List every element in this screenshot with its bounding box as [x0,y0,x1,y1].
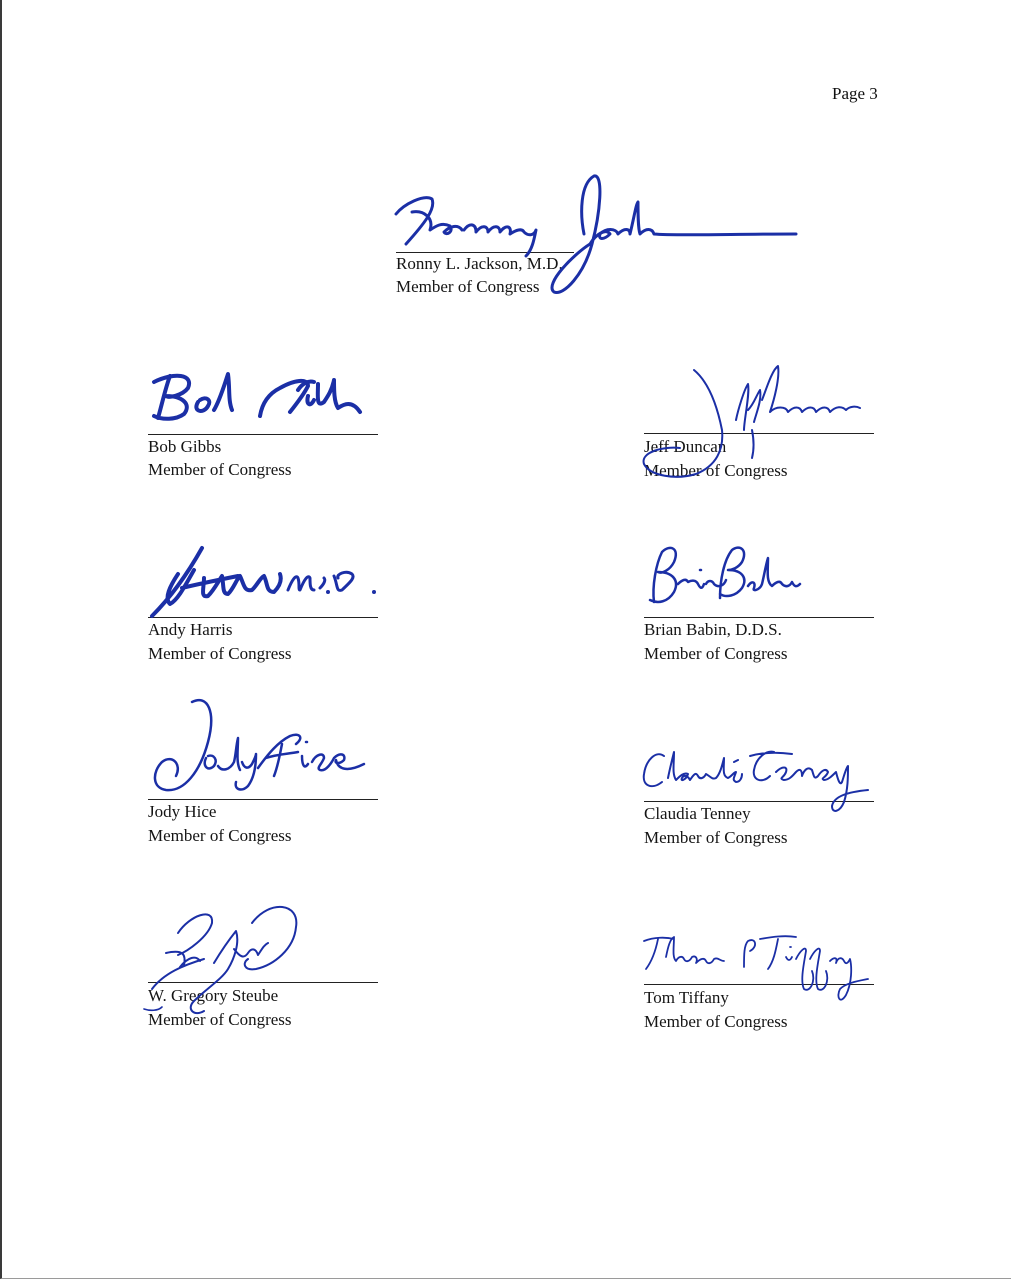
signature-block-gibbs [148,360,378,485]
signer-name: Ronny L. Jackson, M.D. [396,254,563,273]
signer-name: Andy Harris [148,620,233,639]
handwritten-signature-babin [644,540,884,615]
signature-block-harris [148,540,378,665]
signature-block-tenney [644,720,874,845]
signer-role: Member of Congress [148,460,292,479]
handwritten-signature-steube [144,893,324,1033]
handwritten-signature-tenney [638,720,878,830]
handwritten-signature-tiffany [640,905,880,1015]
signer-name: Claudia Tenney [644,804,751,823]
signer-role: Member of Congress [644,461,788,480]
signature-block-duncan [644,360,874,485]
signer-role: Member of Congress [644,828,788,847]
signature-line [644,617,874,618]
handwritten-signature-duncan [636,360,876,490]
signer-name: Tom Tiffany [644,988,729,1007]
page-number: Page 3 [832,84,878,103]
signature-block-tiffany [644,905,874,1030]
signature-block-steube [148,905,378,1030]
signer-role: Member of Congress [148,644,292,663]
signer-name: Jody Hice [148,802,217,821]
signer-role: Member of Congress [644,1012,788,1031]
handwritten-signature-harris [148,540,388,625]
signer-name: Jeff Duncan [644,437,727,456]
signature-block-hice [148,720,378,845]
signer-name: Brian Babin, D.D.S. [644,620,782,639]
handwritten-signature-hice [148,692,388,802]
signature-block-jackson [396,180,576,300]
signer-role: Member of Congress [644,644,788,663]
signer-name: Bob Gibbs [148,437,222,456]
signer-role: Member of Congress [148,826,292,845]
handwritten-signature-gibbs [148,360,388,430]
signer-role: Member of Congress [396,277,540,296]
signer-role: Member of Congress [148,1010,292,1029]
signature-line [148,434,378,435]
signer-name: W. Gregory Steube [148,986,279,1005]
signature-block-babin [644,540,874,665]
handwritten-signature-jackson [384,174,814,304]
